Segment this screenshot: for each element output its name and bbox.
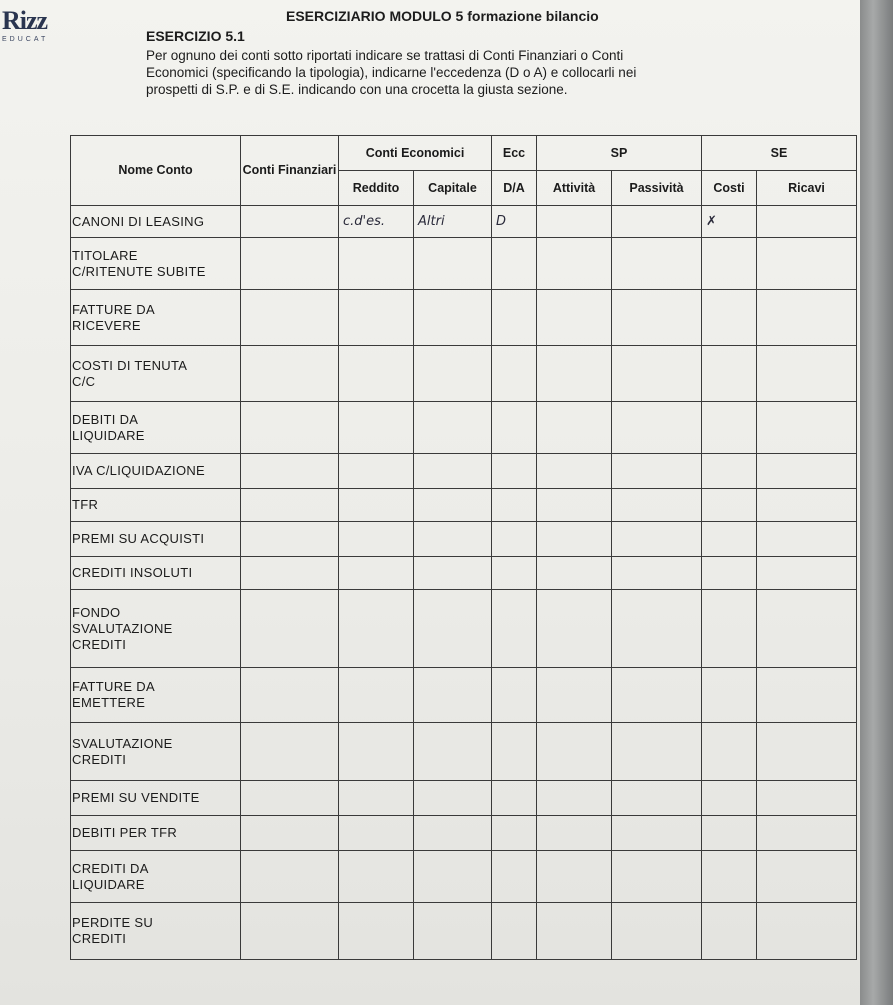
answer-cell-costi[interactable] — [702, 489, 757, 522]
answer-cell-finanziari[interactable] — [241, 590, 339, 668]
answer-cell-finanziari[interactable] — [241, 489, 339, 522]
account-name: IVA C/LIQUIDAZIONE — [71, 454, 241, 489]
answer-cell-passivita[interactable] — [612, 590, 702, 668]
instruction-line: prospetti di S.P. e di S.E. indicando con una crocetta la giusta sezione. — [146, 82, 568, 97]
exercise-number: ESERCIZIO 5.1 — [146, 28, 245, 44]
account-name: FONDO SVALUTAZIONE CREDITI — [71, 590, 241, 668]
answer-cell-ricavi[interactable] — [757, 206, 857, 238]
answer-cell-reddito[interactable] — [339, 668, 414, 723]
answer-cell-passivita[interactable] — [612, 522, 702, 557]
table-body — [71, 206, 857, 960]
account-name: COSTI DI TENUTA C/C — [71, 346, 241, 402]
answer-cell-da[interactable] — [492, 816, 537, 851]
answer-cell-attivita[interactable] — [537, 723, 612, 781]
header-se: SE — [702, 136, 857, 171]
answer-cell-da[interactable] — [492, 590, 537, 668]
answer-cell-finanziari[interactable] — [241, 454, 339, 489]
answer-cell-reddito[interactable] — [339, 590, 414, 668]
header-capitale: Capitale — [414, 171, 492, 206]
answer-cell-attivita[interactable] — [537, 402, 612, 454]
answer-cell-costi[interactable] — [702, 851, 757, 903]
account-name: PREMI SU VENDITE — [71, 781, 241, 816]
answer-cell-finanziari[interactable] — [241, 238, 339, 290]
answer-cell-ricavi[interactable] — [757, 903, 857, 960]
answer-cell-costi[interactable] — [702, 590, 757, 668]
table-row — [71, 557, 857, 590]
page-title: ESERCIZIARIO MODULO 5 formazione bilancio — [286, 8, 599, 24]
answer-cell-attivita[interactable] — [537, 489, 612, 522]
header-nome-conto: Nome Conto — [71, 136, 241, 206]
answer-cell-ricavi[interactable] — [757, 522, 857, 557]
instruction-line: Economici (specificando la tipologia), indicarne l'eccedenza (D o A) e collocarli nei — [146, 65, 637, 80]
answer-cell-finanziari[interactable] — [241, 522, 339, 557]
answer-cell-attivita[interactable] — [537, 522, 612, 557]
answer-cell-attivita[interactable] — [537, 290, 612, 346]
answer-cell-costi[interactable] — [702, 238, 757, 290]
publisher-logo — [2, 8, 64, 58]
table-row — [71, 851, 857, 903]
answer-cell-capitale[interactable] — [414, 522, 492, 557]
logo-mark: Rizz — [2, 6, 48, 35]
answer-cell-da[interactable] — [492, 346, 537, 402]
account-name: CREDITI DA LIQUIDARE — [71, 851, 241, 903]
answer-cell-attivita[interactable] — [537, 903, 612, 960]
answer-cell-ricavi[interactable] — [757, 723, 857, 781]
answer-cell-ricavi[interactable] — [757, 402, 857, 454]
answer-cell-attivita[interactable] — [537, 346, 612, 402]
answer-cell-ricavi[interactable] — [757, 781, 857, 816]
answer-cell-capitale[interactable] — [414, 489, 492, 522]
answer-cell-reddito[interactable] — [339, 816, 414, 851]
answer-cell-costi[interactable] — [702, 816, 757, 851]
answer-cell-passivita[interactable] — [612, 816, 702, 851]
answer-cell-reddito[interactable] — [339, 454, 414, 489]
table-row — [71, 590, 857, 668]
table-row — [71, 816, 857, 851]
account-name: FATTURE DA EMETTERE — [71, 668, 241, 723]
header-sp: SP — [537, 136, 702, 171]
account-name: TITOLARE C/RITENUTE SUBITE — [71, 238, 241, 290]
answer-cell-attivita[interactable] — [537, 851, 612, 903]
answer-cell-attivita[interactable] — [537, 557, 612, 590]
answer-cell-finanziari[interactable] — [241, 851, 339, 903]
instruction-line: Per ognuno dei conti sotto riportati indicare se trattasi di Conti Finanziari o Conti — [146, 48, 624, 63]
answer-cell-capitale[interactable] — [414, 668, 492, 723]
answer-cell-capitale[interactable] — [414, 816, 492, 851]
answer-cell-costi[interactable] — [702, 903, 757, 960]
header-passivita: Passività — [612, 171, 702, 206]
table-row — [71, 454, 857, 489]
answer-cell-ricavi[interactable] — [757, 290, 857, 346]
answer-cell-da[interactable] — [492, 557, 537, 590]
answer-cell-da[interactable] — [492, 489, 537, 522]
answer-cell-capitale[interactable] — [414, 346, 492, 402]
answer-cell-capitale[interactable] — [414, 557, 492, 590]
answer-cell-finanziari[interactable] — [241, 206, 339, 238]
answer-cell-ricavi[interactable] — [757, 454, 857, 489]
answer-cell-passivita[interactable] — [612, 781, 702, 816]
answer-cell-capitale[interactable] — [414, 402, 492, 454]
account-name: FATTURE DA RICEVERE — [71, 290, 241, 346]
answer-cell-attivita[interactable] — [537, 238, 612, 290]
answer-cell-da[interactable] — [492, 454, 537, 489]
answer-cell-passivita[interactable] — [612, 402, 702, 454]
table-row — [71, 206, 857, 238]
answer-cell-capitale[interactable] — [414, 851, 492, 903]
answer-cell-passivita[interactable] — [612, 346, 702, 402]
answer-cell-passivita[interactable] — [612, 238, 702, 290]
account-name: SVALUTAZIONE CREDITI — [71, 723, 241, 781]
answer-cell-da[interactable] — [492, 402, 537, 454]
answer-cell-finanziari[interactable] — [241, 781, 339, 816]
answer-cell-capitale[interactable] — [414, 781, 492, 816]
answer-cell-finanziari[interactable] — [241, 723, 339, 781]
answer-cell-passivita[interactable] — [612, 489, 702, 522]
answer-cell-attivita[interactable] — [537, 206, 612, 238]
answer-cell-capitale[interactable] — [414, 454, 492, 489]
answer-cell-reddito[interactable] — [339, 238, 414, 290]
answer-cell-finanziari[interactable] — [241, 290, 339, 346]
answer-cell-finanziari[interactable] — [241, 668, 339, 723]
answer-cell-passivita[interactable] — [612, 668, 702, 723]
answer-cell-capitale[interactable] — [414, 590, 492, 668]
answer-cell-ricavi[interactable] — [757, 851, 857, 903]
answer-cell-reddito[interactable] — [339, 723, 414, 781]
answer-cell-ricavi[interactable] — [757, 816, 857, 851]
answer-cell-da[interactable] — [492, 522, 537, 557]
table-row — [71, 723, 857, 781]
answer-cell-ricavi[interactable] — [757, 557, 857, 590]
account-name: CREDITI INSOLUTI — [71, 557, 241, 590]
header-reddito: Reddito — [339, 171, 414, 206]
answer-cell-reddito[interactable] — [339, 903, 414, 960]
account-name: PERDITE SU CREDITI — [71, 903, 241, 960]
table-row — [71, 402, 857, 454]
table-row — [71, 903, 857, 960]
answer-cell-costi[interactable]: ✗ — [702, 206, 757, 238]
header-attivita: Attività — [537, 171, 612, 206]
answer-cell-capitale[interactable] — [414, 903, 492, 960]
account-name: DEBITI DA LIQUIDARE — [71, 402, 241, 454]
answer-cell-passivita[interactable] — [612, 290, 702, 346]
answer-cell-reddito[interactable] — [339, 489, 414, 522]
answer-cell-costi[interactable] — [702, 402, 757, 454]
table-row — [71, 489, 857, 522]
answer-cell-attivita[interactable] — [537, 454, 612, 489]
table-row — [71, 781, 857, 816]
answer-cell-costi[interactable] — [702, 668, 757, 723]
header-ricavi: Ricavi — [757, 171, 857, 206]
answer-cell-reddito[interactable] — [339, 346, 414, 402]
answer-cell-attivita[interactable] — [537, 590, 612, 668]
account-name: DEBITI PER TFR — [71, 816, 241, 851]
header-ecc: Ecc — [492, 136, 537, 171]
answer-cell-reddito[interactable] — [339, 522, 414, 557]
logo-subtitle: EDUCAT — [2, 36, 49, 43]
answer-cell-costi[interactable] — [702, 454, 757, 489]
answer-cell-da[interactable] — [492, 290, 537, 346]
answer-cell-da[interactable]: D — [492, 206, 537, 238]
answer-cell-reddito[interactable] — [339, 290, 414, 346]
table-row — [71, 238, 857, 290]
answer-cell-reddito[interactable] — [339, 781, 414, 816]
answer-cell-passivita[interactable] — [612, 903, 702, 960]
answer-cell-reddito[interactable] — [339, 557, 414, 590]
answer-cell-da[interactable] — [492, 903, 537, 960]
answer-cell-ricavi[interactable] — [757, 668, 857, 723]
answer-cell-costi[interactable] — [702, 290, 757, 346]
answer-cell-ricavi[interactable] — [757, 489, 857, 522]
header-conti-finanziari: Conti Finanziari — [241, 136, 339, 206]
account-name: CANONI DI LEASING — [71, 206, 241, 238]
table-row — [71, 290, 857, 346]
answer-cell-ricavi[interactable] — [757, 238, 857, 290]
table-row — [71, 346, 857, 402]
answer-cell-passivita[interactable] — [612, 206, 702, 238]
answer-cell-reddito[interactable]: c.d'es. — [339, 206, 414, 238]
background-edge — [860, 0, 893, 1005]
answer-cell-capitale[interactable] — [414, 290, 492, 346]
answer-cell-costi[interactable] — [702, 346, 757, 402]
answer-cell-da[interactable] — [492, 668, 537, 723]
answer-cell-ricavi[interactable] — [757, 346, 857, 402]
answer-cell-costi[interactable] — [702, 522, 757, 557]
answer-cell-finanziari[interactable] — [241, 903, 339, 960]
answer-cell-reddito[interactable] — [339, 851, 414, 903]
answer-cell-da[interactable] — [492, 781, 537, 816]
header-da: D/A — [492, 171, 537, 206]
table-row — [71, 668, 857, 723]
instructions — [146, 47, 786, 98]
answer-cell-reddito[interactable] — [339, 402, 414, 454]
answer-cell-finanziari[interactable] — [241, 346, 339, 402]
accounts-table — [70, 135, 857, 960]
account-name: TFR — [71, 489, 241, 522]
answer-cell-passivita[interactable] — [612, 557, 702, 590]
answer-cell-finanziari[interactable] — [241, 402, 339, 454]
answer-cell-da[interactable] — [492, 723, 537, 781]
answer-cell-attivita[interactable] — [537, 781, 612, 816]
answer-cell-passivita[interactable] — [612, 454, 702, 489]
answer-cell-capitale[interactable] — [414, 723, 492, 781]
header-costi: Costi — [702, 171, 757, 206]
account-name: PREMI SU ACQUISTI — [71, 522, 241, 557]
answer-cell-finanziari[interactable] — [241, 557, 339, 590]
answer-cell-attivita[interactable] — [537, 668, 612, 723]
answer-cell-costi[interactable] — [702, 781, 757, 816]
answer-cell-capitale[interactable] — [414, 238, 492, 290]
answer-cell-attivita[interactable] — [537, 816, 612, 851]
table-row — [71, 522, 857, 557]
answer-cell-costi[interactable] — [702, 557, 757, 590]
answer-cell-da[interactable] — [492, 851, 537, 903]
answer-cell-passivita[interactable] — [612, 723, 702, 781]
answer-cell-da[interactable] — [492, 238, 537, 290]
answer-cell-capitale[interactable]: Altri — [414, 206, 492, 238]
answer-cell-costi[interactable] — [702, 723, 757, 781]
answer-cell-passivita[interactable] — [612, 851, 702, 903]
answer-cell-finanziari[interactable] — [241, 816, 339, 851]
header-conti-economici: Conti Economici — [339, 136, 492, 171]
answer-cell-ricavi[interactable] — [757, 590, 857, 668]
